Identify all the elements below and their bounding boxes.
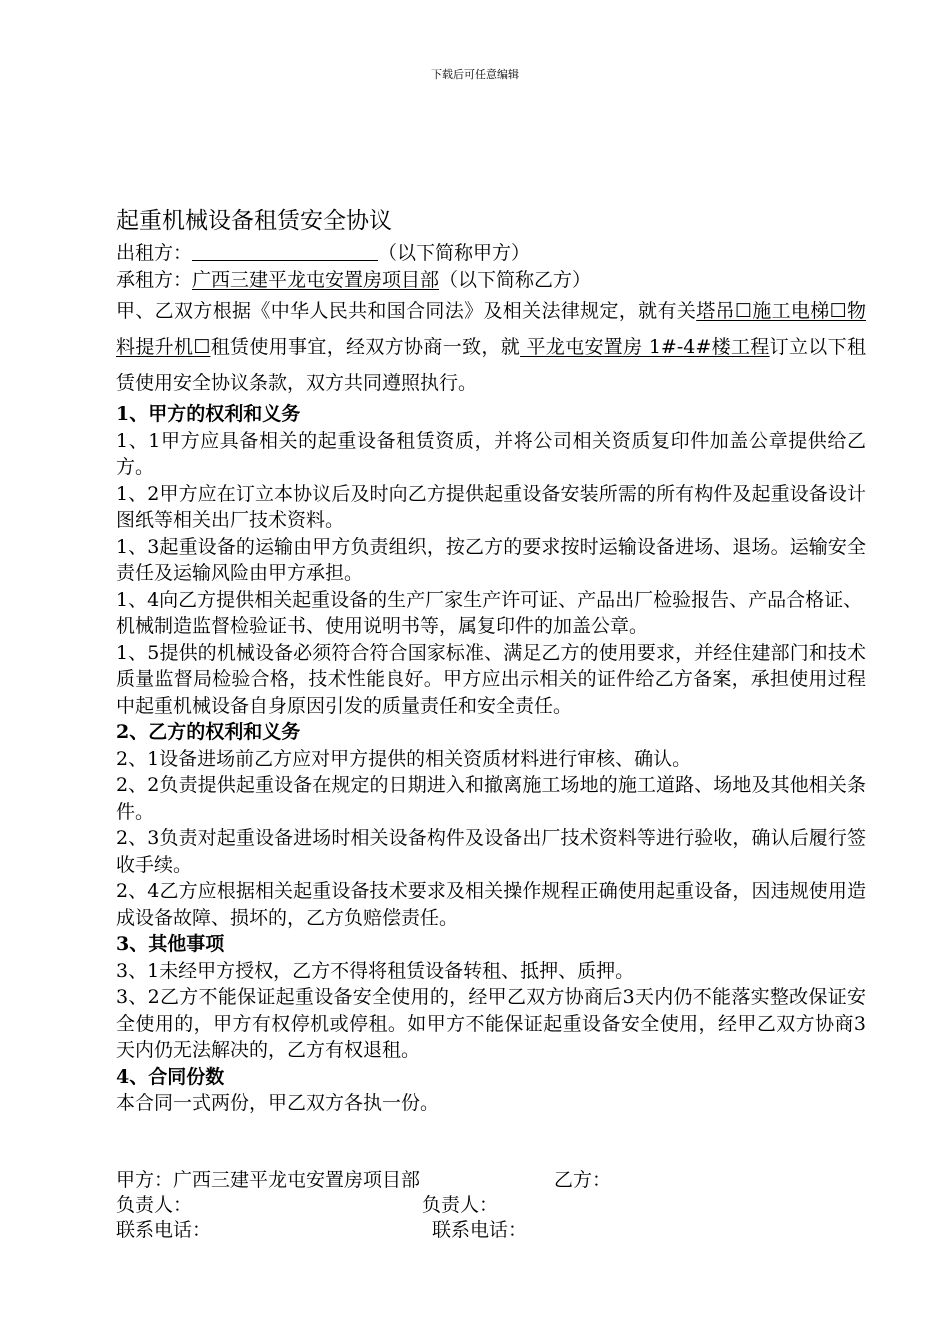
lessee-name: 广西三建平龙屯安置房项目部	[192, 268, 440, 291]
party-a-principal: 负责人：	[116, 1194, 193, 1216]
clause: 1、4向乙方提供相关起重设备的生产厂家生产许可证、产品出厂检验报告、产品合格证、机械制造监督检验证书、使用说明书等，属复印件的加盖公章。	[116, 588, 863, 637]
clause: 2、1设备进场前乙方应对甲方提供的相关资质材料进行审核、确认。	[116, 747, 692, 770]
lessor-line	[116, 240, 866, 267]
clause: 3、2乙方不能保证起重设备安全使用的，经甲乙双方协商后3天内仍不能落实整改保证安全使用的，甲方有权停机或停租。如甲方不能保证起重设备安全使用，经甲乙双方协商3天内仍无法解决的，乙方有权退租。	[116, 986, 866, 1061]
intro-paragraph	[116, 293, 866, 401]
project-name: 平龙屯安置房 1#-4#楼工程	[520, 336, 770, 358]
party-b-principal: 负责人：	[422, 1194, 499, 1216]
clause: 2、2负责提供起重设备在规定的日期进入和撤离施工场地的施工道路、场地及其他相关条件。	[116, 774, 866, 823]
party-a-signature: 甲方：广西三建平龙屯安置房项目部	[116, 1169, 421, 1191]
header-note: 下载后可任意编辑	[431, 68, 519, 81]
clause: 1、2甲方应在订立本协议后及时向乙方提供起重设备安装所需的所有构件及起重设备设计图纸等相关出厂技术资料。	[116, 482, 866, 531]
party-b-phone: 联系电话：	[432, 1219, 528, 1241]
section-heading: 3、其他事项	[116, 933, 225, 955]
clause: 1、1甲方应具备相关的起重设备租赁资质，并将公司相关资质复印件加盖公章提供给乙方。	[116, 429, 866, 478]
lessor-suffix: （以下简称甲方）	[378, 242, 531, 264]
equipment-options: 塔吊☐施工电梯☐物料提升机☐	[116, 300, 866, 358]
party-a-phone: 联系电话：	[116, 1219, 212, 1241]
clause: 1、3起重设备的运输由甲方负责组织，按乙方的要求按时运输设备进场、退场。运输安全责任及运输风险由甲方承担。	[116, 535, 866, 584]
lessee-line	[116, 267, 866, 294]
intro-text-1: 甲、乙双方根据《中华人民共和国合同法》及相关法律规定，就有关	[116, 300, 697, 322]
section-heading: 4、合同份数	[116, 1065, 225, 1088]
signature-block	[116, 1168, 866, 1243]
clause: 2、4乙方应根据相关起重设备技术要求及相关操作规程正确使用起重设备，因违规使用造成设备故障、损坏的，乙方负赔偿责任。	[116, 880, 866, 929]
lessee-suffix: （以下简称乙方）	[439, 268, 592, 291]
clause: 2、3负责对起重设备进场时相关设备构件及设备出厂技术资料等进行验收，确认后履行签收手续。	[116, 827, 866, 876]
clause: 本合同一式两份，甲乙双方各执一份。	[116, 1092, 440, 1114]
lessor-label: 出租方：	[116, 242, 193, 264]
intro-text-3: 订立以下租赁使用安全协议条款，双方共同遵照执行。	[116, 336, 866, 394]
section-heading: 2、乙方的权利和义务	[116, 721, 301, 743]
document-title: 起重机械设备租赁安全协议	[116, 208, 392, 234]
lessor-blank-field	[192, 241, 378, 261]
party-b-signature: 乙方：	[554, 1169, 612, 1191]
section-heading: 1、甲方的权利和义务	[116, 403, 301, 425]
clause: 3、1未经甲方授权，乙方不得将租赁设备转租、抵押、质押。	[116, 959, 635, 982]
lessee-label: 承租方：	[116, 268, 193, 291]
clause: 1、5提供的机械设备必须符合符合国家标准、满足乙方的使用要求，并经住建部门和技术质量监督局检验合格，技术性能良好。甲方应出示相关的证件给乙方备案，承担使用过程中起重机械设备自身原因引发的质量责任和安全责任。	[116, 641, 866, 717]
document-body	[116, 204, 866, 1117]
intro-text-2: 租赁使用事宜，经双方协商一致，就	[210, 336, 521, 358]
